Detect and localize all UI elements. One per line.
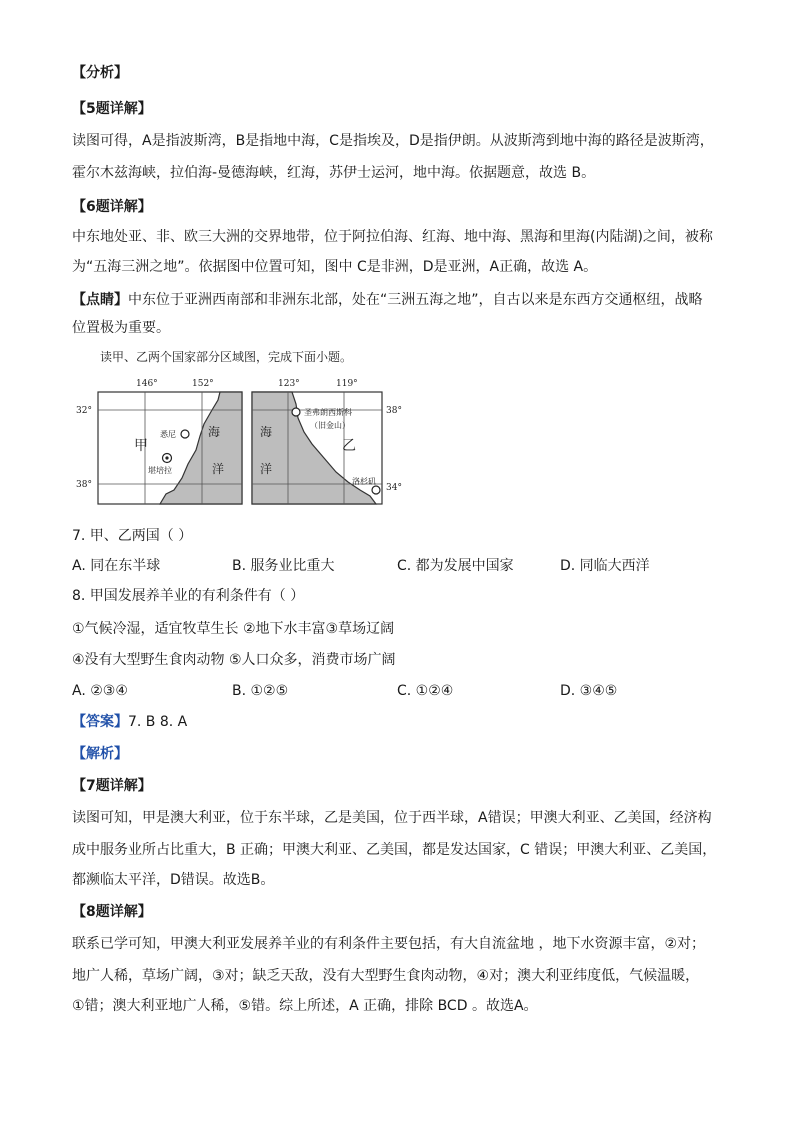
map-right-city2-marker xyxy=(372,486,380,494)
map-left-sea-char2: 洋 xyxy=(212,462,225,476)
map-right-lat-bottom: 34° xyxy=(386,483,402,493)
map-right-country-label: 乙 xyxy=(342,438,356,454)
map-right xyxy=(252,379,402,504)
map-left-lon2: 152° xyxy=(192,379,214,389)
q6-heading: 【6题详解】 xyxy=(72,199,152,215)
q8-option-a[interactable]: A. ②③④ xyxy=(72,683,128,699)
q5-detail-line1: 读图可得，A是指波斯湾，B是指地中海，C是指埃及，D是指伊朗。从波斯湾到地中海的路径是波斯湾， xyxy=(72,133,714,149)
map-right-city2-label: 洛杉矶 xyxy=(352,477,376,486)
q7-option-c[interactable]: C. 都为发展中国家 xyxy=(397,558,514,574)
q8-statement-line1: ①气候冷湿，适宜牧草生长 ②地下水丰富③草场辽阔 xyxy=(72,621,395,637)
map-right-lat-top: 38° xyxy=(386,406,402,416)
q7-detail-heading: 【7题详解】 xyxy=(72,778,152,794)
map-right-city1-label: 圣弗朗西斯科 xyxy=(304,408,352,417)
q5-heading: 【5题详解】 xyxy=(72,101,152,117)
q7-detail-line2: 成中服务业所占比重大，B 正确；甲澳大利亚、乙美国，都是发达国家，C 错误；甲澳大利亚、乙美国， xyxy=(72,842,717,858)
q6-detail-line1: 中东地处亚、非、欧三大洲的交界地带，位于阿拉伯海、红海、地中海、黑海和里海(内陆湖)之间，被称 xyxy=(72,229,713,245)
q8-stem: 8. 甲国发展养羊业的有利条件有（ ） xyxy=(72,588,305,604)
q8-statement-line2: ④没有大型野生食肉动物 ⑤人口众多，消费市场广阔 xyxy=(72,652,396,668)
q8-option-b[interactable]: B. ①②⑤ xyxy=(232,683,289,699)
q8-detail-heading: 【8题详解】 xyxy=(72,904,152,920)
map-left xyxy=(76,379,242,504)
map-right-sea-char2: 洋 xyxy=(260,462,273,476)
country-maps-figure xyxy=(76,378,420,513)
q8-option-c[interactable]: C. ①②④ xyxy=(397,683,454,699)
map-left-capital-dot xyxy=(165,456,168,459)
analysis-heading: 【分析】 xyxy=(72,65,128,81)
map-right-sea-char1: 海 xyxy=(260,425,273,439)
q7-option-d[interactable]: D. 同临大西洋 xyxy=(560,558,650,574)
q8-detail-line1: 联系已学可知，甲澳大利亚发展养羊业的有利条件主要包括，有大自流盆地 ，地下水资源丰富，②对； xyxy=(72,936,705,952)
q7-stem: 7. 甲、乙两国（ ） xyxy=(72,528,193,544)
answer-label: 【答案】 xyxy=(72,714,128,730)
map-left-city1-marker xyxy=(181,430,189,438)
map-right-lon1: 123° xyxy=(278,379,300,389)
answer-line xyxy=(72,712,187,732)
map-left-country-label: 甲 xyxy=(134,438,148,454)
map-left-city2-label: 堪培拉 xyxy=(148,466,172,475)
q8-detail-line3: ①错；澳大利亚地广人稀，⑤错。综上所述，A 正确，排除 BCD 。故选A。 xyxy=(72,998,538,1014)
map-right-city1-marker xyxy=(292,408,300,416)
q7-detail-line1: 读图可知，甲是澳大利亚，位于东半球，乙是美国，位于西半球，A错误；甲澳大利亚、乙美国，经济构 xyxy=(72,810,712,826)
map-right-city1-note: （旧金山） xyxy=(310,421,350,430)
map-left-lat-bottom: 38° xyxy=(76,480,92,490)
q8-detail-line2: 地广人稀，草场广阔，③对；缺乏天敌，没有大型野生食肉动物，④对；澳大利亚纬度低，气候温暖， xyxy=(72,968,700,984)
q7-detail-line3: 都濒临太平洋，D错误。故选B。 xyxy=(72,872,275,888)
map-left-lat-top: 32° xyxy=(76,406,92,416)
tip-line1 xyxy=(72,290,703,310)
q5-detail-line2: 霍尔木兹海峡，拉伯海-曼德海峡，红海，苏伊士运河，地中海。依据题意，故选 B。 xyxy=(72,165,596,181)
figure-intro: 读甲、乙两个国家部分区域图，完成下面小题。 xyxy=(100,350,353,364)
q7-option-b[interactable]: B. 服务业比重大 xyxy=(232,558,335,574)
q6-detail-line2: 为“五海三洲之地”。依据图中位置可知，图中 C是非洲，D是亚洲，A正确，故选 A。 xyxy=(72,259,598,275)
q8-option-d[interactable]: D. ③④⑤ xyxy=(560,683,618,699)
tip-line2: 位置极为重要。 xyxy=(72,320,170,336)
tip-text: 中东位于亚洲西南部和非洲东北部，处在“三洲五海之地”，自古以来是东西方交通枢纽，战略 xyxy=(128,292,703,308)
map-left-lon1: 146° xyxy=(136,379,158,389)
map-right-lon2: 119° xyxy=(336,379,358,389)
map-left-city1-label: 悉尼 xyxy=(160,430,176,439)
tip-label: 【点睛】 xyxy=(72,292,128,308)
parse-heading: 【解析】 xyxy=(72,746,128,762)
q7-option-a[interactable]: A. 同在东半球 xyxy=(72,558,161,574)
maps-svg xyxy=(76,378,420,513)
map-left-sea-char1: 海 xyxy=(208,425,221,439)
answer-values: 7. B 8. A xyxy=(128,714,188,730)
